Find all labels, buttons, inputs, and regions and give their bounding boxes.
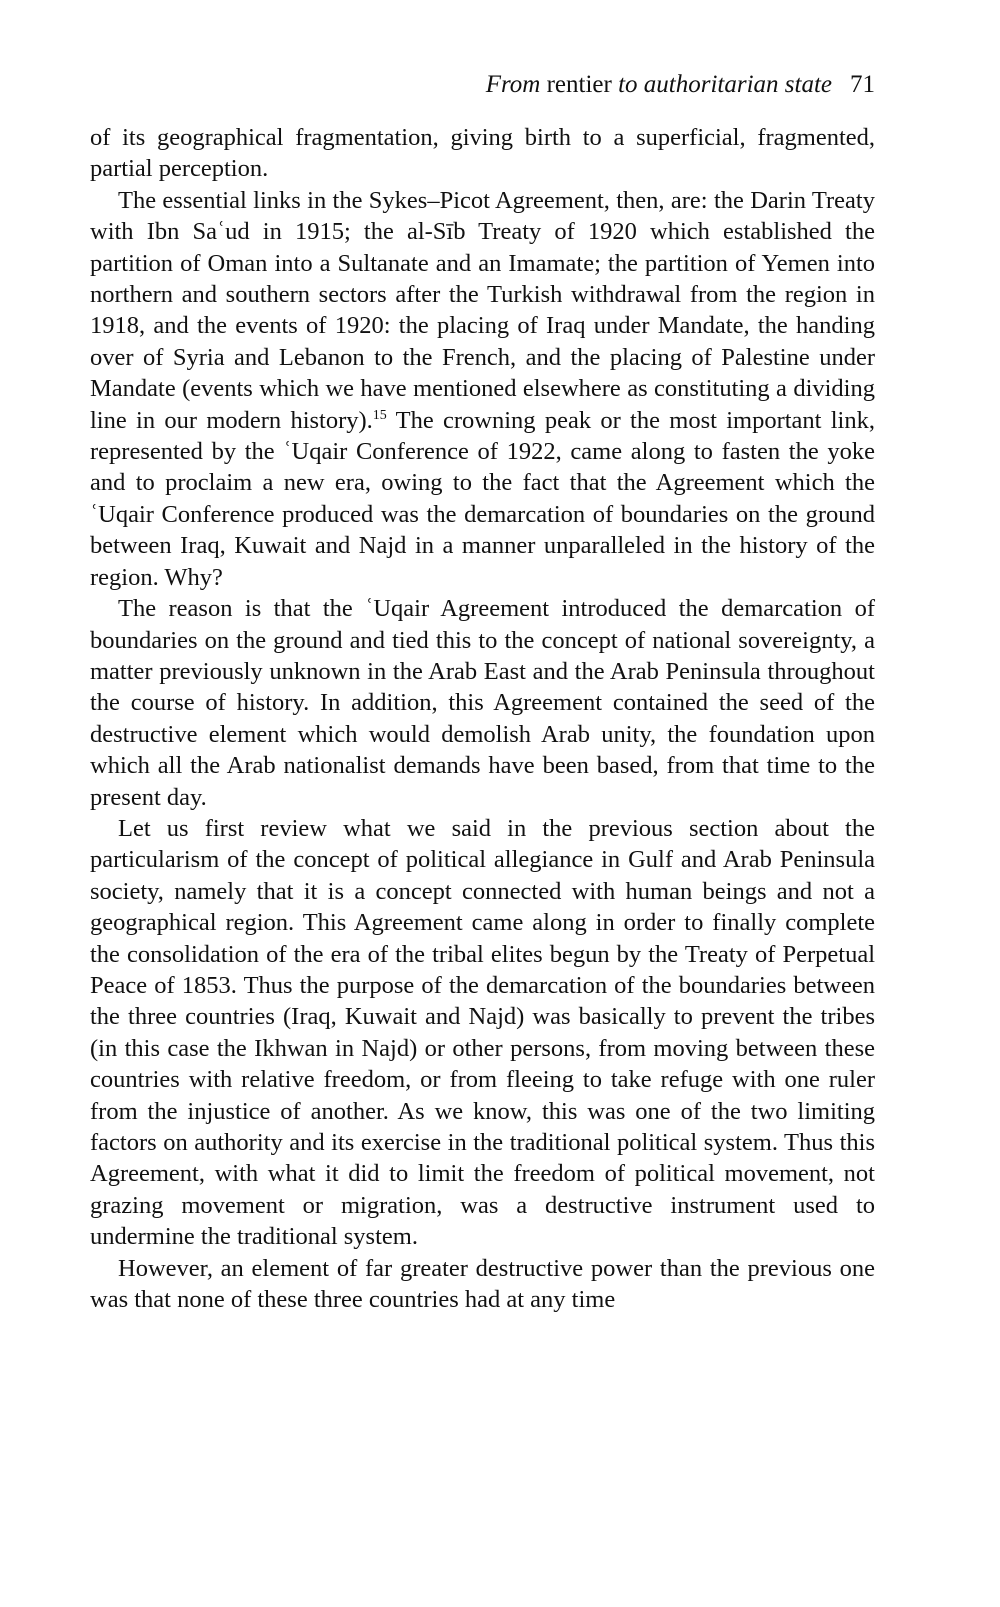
running-head-title-roman: rentier [546, 71, 612, 98]
running-head-title-italic-2: to authoritarian state [618, 71, 832, 98]
running-head-title-italic-1: From [485, 71, 541, 98]
paragraph-sykes-picot [90, 185, 875, 593]
paragraph-text-after-note: The crowning peak or the most important link, represented by the ʿUqair Conference of 1922, came along to fasten the yoke and to proclaim a new era, owing to the fact that the Agreement which the ʿUqair Conference produced was the demarcation of boundaries on the ground between Iraq, Kuwait and Najd in a manner unparalleled in the history of the region. Why? [90, 406, 875, 591]
page-number: 71 [850, 71, 875, 98]
paragraph-uqair-agreement: The reason is that the ʿUqair Agreement introduced the demarcation of boundaries on the ground and tied this to the concept of national sovereignty, a matter previously unknown in the Arab East and the Arab Peninsula throughout the course of history. In addition, this Agreement contained the seed of the destructive element which would demolish Arab unity, the foundation upon which all the Arab nationalist demands have been based, from that time to the present day. [90, 595, 875, 811]
running-head [90, 70, 875, 100]
paragraph-destructive-element: However, an element of far greater destructive power than the previous one was that none of these three countries had at any time [90, 1254, 875, 1314]
running-head-title [486, 71, 832, 98]
paragraph-text-before-note: The essential links in the Sykes–Picot Agreement, then, are: the Darin Treaty with Ibn Saʿud in 1915; the al-Sīb Treaty of 1920 which established the partition of Oman into a Sultanate and an Imamate; the partition of Yemen into northern and southern sectors after the Turkish withdrawal from the region in 1918, and the events of 1920: the placing of Iraq under Mandate, the handing over of Syria and Lebanon to the French, and the placing of Palestine under Mandate (events which we have mentioned elsewhere as constituting a dividing line in our modern history). [90, 186, 875, 434]
paragraph-political-allegiance: Let us first review what we said in the previous section about the particularism of the concept of political allegiance in Gulf and Arab Peninsula society, namely that it is a concept connected with human beings and not a geographical region. This Agreement came along in order to finally complete the consolidation of the era of the tribal elites begun by the Treaty of Perpetual Peace of 1853. Thus the purpose of the demarcation of the boundaries between the three countries (Iraq, Kuwait and Najd) was basically to prevent the tribes (in this case the Ikhwan in Najd) or other persons, from moving between these countries with relative freedom, or from fleeing to take refuge with one ruler from the injustice of another. As we know, this was one of the two limiting factors on authority and its exercise in the traditional political system. Thus this Agreement, with what it did to limit the freedom of political movement, not grazing movement or migration, was a destructive instrument used to undermine the traditional system. [90, 814, 875, 1251]
paragraph-continued: of its geographical fragmentation, giving birth to a superficial, fragmented, partial perception. [90, 124, 875, 183]
footnote-reference: 15 [372, 407, 387, 423]
body-text [90, 122, 875, 1315]
